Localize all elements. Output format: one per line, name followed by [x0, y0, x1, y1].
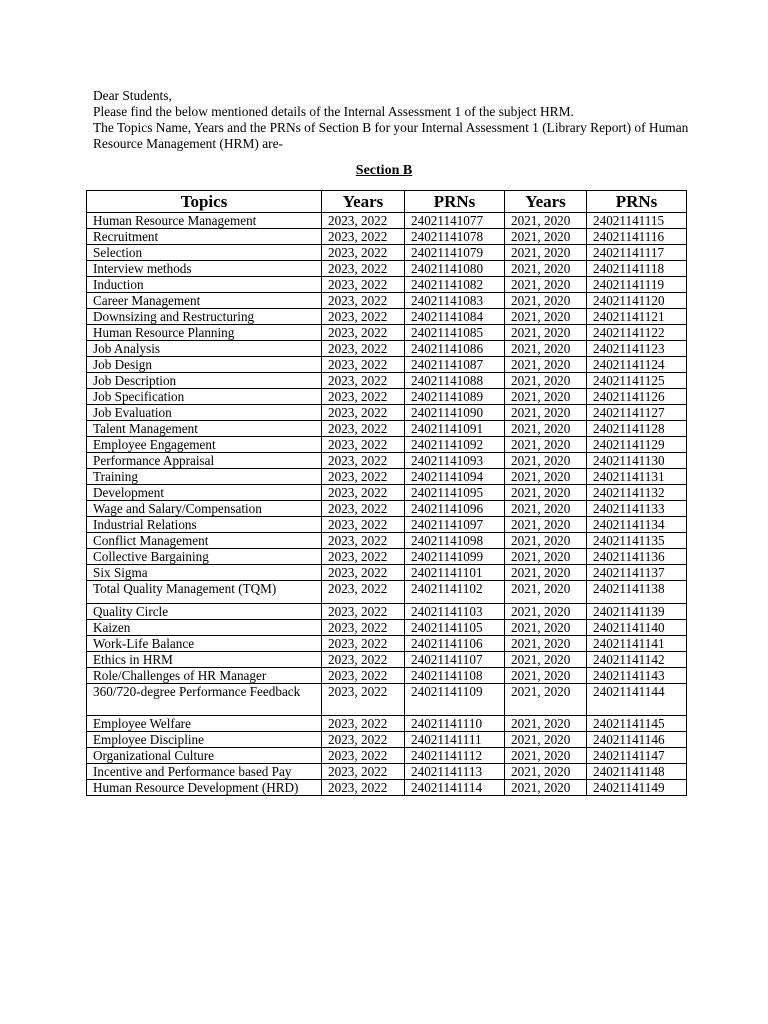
- prn-cell-2: 24021141126: [587, 389, 687, 405]
- years-cell-2: 2021, 2020: [505, 668, 587, 684]
- prn-cell-2: 24021141138: [587, 581, 687, 604]
- topic-cell: Job Analysis: [87, 341, 322, 357]
- prn-cell-1: 24021141109: [405, 684, 505, 716]
- years-cell-1: 2023, 2022: [322, 421, 405, 437]
- prn-cell-1: 24021141088: [405, 373, 505, 389]
- prn-cell-2: 24021141140: [587, 620, 687, 636]
- topic-cell: Job Evaluation: [87, 405, 322, 421]
- prn-cell-2: 24021141123: [587, 341, 687, 357]
- years-cell-1: 2023, 2022: [322, 357, 405, 373]
- prn-cell-1: 24021141085: [405, 325, 505, 341]
- prn-cell-2: 24021141128: [587, 421, 687, 437]
- years-cell-1: 2023, 2022: [322, 453, 405, 469]
- years-cell-2: 2021, 2020: [505, 213, 587, 229]
- prn-cell-2: 24021141136: [587, 549, 687, 565]
- prn-cell-1: 24021141089: [405, 389, 505, 405]
- table-row: [87, 581, 687, 604]
- years-cell-1: 2023, 2022: [322, 684, 405, 716]
- topic-cell: Induction: [87, 277, 322, 293]
- prn-cell-2: 24021141118: [587, 261, 687, 277]
- prn-cell-1: 24021141078: [405, 229, 505, 245]
- prn-cell-1: 24021141108: [405, 668, 505, 684]
- table-body: [87, 213, 687, 796]
- years-cell-2: 2021, 2020: [505, 421, 587, 437]
- years-cell-2: 2021, 2020: [505, 293, 587, 309]
- table-row: [87, 604, 687, 620]
- table-row: [87, 620, 687, 636]
- topic-cell: Interview methods: [87, 261, 322, 277]
- prn-cell-1: 24021141102: [405, 581, 505, 604]
- years-cell-2: 2021, 2020: [505, 604, 587, 620]
- prn-cell-1: 24021141083: [405, 293, 505, 309]
- table-row: [87, 437, 687, 453]
- years-cell-2: 2021, 2020: [505, 325, 587, 341]
- years-cell-1: 2023, 2022: [322, 636, 405, 652]
- prn-cell-2: 24021141139: [587, 604, 687, 620]
- years-cell-1: 2023, 2022: [322, 341, 405, 357]
- years-cell-2: 2021, 2020: [505, 277, 587, 293]
- prn-cell-2: 24021141134: [587, 517, 687, 533]
- prn-cell-2: 24021141145: [587, 716, 687, 732]
- prn-cell-1: 24021141098: [405, 533, 505, 549]
- years-cell-1: 2023, 2022: [322, 764, 405, 780]
- prn-cell-1: 24021141107: [405, 652, 505, 668]
- topic-cell: Employee Discipline: [87, 732, 322, 748]
- prn-cell-1: 24021141080: [405, 261, 505, 277]
- table-row: [87, 325, 687, 341]
- topic-cell: Performance Appraisal: [87, 453, 322, 469]
- prn-cell-1: 24021141096: [405, 501, 505, 517]
- prn-cell-2: 24021141144: [587, 684, 687, 716]
- years-cell-2: 2021, 2020: [505, 469, 587, 485]
- topic-cell: Human Resource Management: [87, 213, 322, 229]
- topic-cell: Role/Challenges of HR Manager: [87, 668, 322, 684]
- table-row: [87, 469, 687, 485]
- years-cell-1: 2023, 2022: [322, 261, 405, 277]
- table-row: [87, 668, 687, 684]
- table-row: [87, 716, 687, 732]
- topic-cell: Ethics in HRM: [87, 652, 322, 668]
- prn-cell-2: 24021141143: [587, 668, 687, 684]
- header-prns-2: PRNs: [587, 191, 687, 213]
- table-row: [87, 533, 687, 549]
- topic-cell: Employee Engagement: [87, 437, 322, 453]
- prn-cell-1: 24021141079: [405, 245, 505, 261]
- prn-cell-1: 24021141093: [405, 453, 505, 469]
- prn-cell-1: 24021141077: [405, 213, 505, 229]
- intro-text: [93, 88, 693, 152]
- years-cell-2: 2021, 2020: [505, 309, 587, 325]
- prn-cell-2: 24021141141: [587, 636, 687, 652]
- prn-cell-2: 24021141132: [587, 485, 687, 501]
- table-row: [87, 421, 687, 437]
- prn-cell-2: 24021141122: [587, 325, 687, 341]
- years-cell-1: 2023, 2022: [322, 469, 405, 485]
- years-cell-1: 2023, 2022: [322, 501, 405, 517]
- years-cell-2: 2021, 2020: [505, 549, 587, 565]
- years-cell-2: 2021, 2020: [505, 764, 587, 780]
- years-cell-2: 2021, 2020: [505, 437, 587, 453]
- years-cell-2: 2021, 2020: [505, 780, 587, 796]
- prn-cell-1: 24021141094: [405, 469, 505, 485]
- header-years-1: Years: [322, 191, 405, 213]
- topic-cell: Job Design: [87, 357, 322, 373]
- prn-cell-2: 24021141137: [587, 565, 687, 581]
- prn-cell-2: 24021141148: [587, 764, 687, 780]
- topic-cell: Job Description: [87, 373, 322, 389]
- prn-cell-2: 24021141125: [587, 373, 687, 389]
- topic-cell: Job Specification: [87, 389, 322, 405]
- topic-cell: 360/720-degree Performance Feedback: [87, 684, 322, 716]
- prn-cell-1: 24021141082: [405, 277, 505, 293]
- section-title: Section B: [355, 163, 413, 178]
- years-cell-1: 2023, 2022: [322, 213, 405, 229]
- prn-cell-2: 24021141117: [587, 245, 687, 261]
- table-row: [87, 684, 687, 716]
- years-cell-1: 2023, 2022: [322, 565, 405, 581]
- table-row: [87, 565, 687, 581]
- topic-cell: Talent Management: [87, 421, 322, 437]
- years-cell-2: 2021, 2020: [505, 684, 587, 716]
- prn-cell-1: 24021141087: [405, 357, 505, 373]
- prn-cell-2: 24021141129: [587, 437, 687, 453]
- prn-cell-2: 24021141124: [587, 357, 687, 373]
- prn-cell-2: 24021141130: [587, 453, 687, 469]
- years-cell-1: 2023, 2022: [322, 604, 405, 620]
- table-row: [87, 261, 687, 277]
- prn-cell-1: 24021141091: [405, 421, 505, 437]
- years-cell-1: 2023, 2022: [322, 716, 405, 732]
- years-cell-2: 2021, 2020: [505, 229, 587, 245]
- prn-cell-2: 24021141131: [587, 469, 687, 485]
- intro-line-2: The Topics Name, Years and the PRNs of Section B for your Internal Assessment 1 (Library Report) of Human Resource Management (HRM) are-: [93, 120, 689, 151]
- topic-cell: Selection: [87, 245, 322, 261]
- topic-cell: Wage and Salary/Compensation: [87, 501, 322, 517]
- topic-cell: Organizational Culture: [87, 748, 322, 764]
- prn-cell-1: 24021141103: [405, 604, 505, 620]
- topic-cell: Human Resource Development (HRD): [87, 780, 322, 796]
- prn-cell-1: 24021141112: [405, 748, 505, 764]
- prn-cell-1: 24021141114: [405, 780, 505, 796]
- years-cell-2: 2021, 2020: [505, 373, 587, 389]
- table-row: [87, 517, 687, 533]
- years-cell-1: 2023, 2022: [322, 668, 405, 684]
- years-cell-1: 2023, 2022: [322, 620, 405, 636]
- table-row: [87, 293, 687, 309]
- years-cell-1: 2023, 2022: [322, 533, 405, 549]
- topic-cell: Employee Welfare: [87, 716, 322, 732]
- table-row: [87, 389, 687, 405]
- topic-cell: Career Management: [87, 293, 322, 309]
- topic-cell: Work-Life Balance: [87, 636, 322, 652]
- years-cell-2: 2021, 2020: [505, 565, 587, 581]
- prn-cell-2: 24021141119: [587, 277, 687, 293]
- table-row: [87, 229, 687, 245]
- prn-cell-1: 24021141113: [405, 764, 505, 780]
- years-cell-2: 2021, 2020: [505, 485, 587, 501]
- topic-cell: Human Resource Planning: [87, 325, 322, 341]
- topic-cell: Recruitment: [87, 229, 322, 245]
- table-row: [87, 652, 687, 668]
- prn-cell-1: 24021141111: [405, 732, 505, 748]
- table-row: [87, 764, 687, 780]
- years-cell-1: 2023, 2022: [322, 245, 405, 261]
- prn-cell-2: 24021141142: [587, 652, 687, 668]
- table-header-row: [87, 191, 687, 213]
- years-cell-1: 2023, 2022: [322, 780, 405, 796]
- table-row: [87, 213, 687, 229]
- topic-cell: Development: [87, 485, 322, 501]
- years-cell-1: 2023, 2022: [322, 405, 405, 421]
- prn-cell-2: 24021141120: [587, 293, 687, 309]
- table-row: [87, 501, 687, 517]
- topic-cell: Conflict Management: [87, 533, 322, 549]
- years-cell-2: 2021, 2020: [505, 652, 587, 668]
- prn-cell-2: 24021141121: [587, 309, 687, 325]
- prn-cell-1: 24021141086: [405, 341, 505, 357]
- years-cell-2: 2021, 2020: [505, 636, 587, 652]
- years-cell-2: 2021, 2020: [505, 261, 587, 277]
- years-cell-1: 2023, 2022: [322, 293, 405, 309]
- topic-cell: Total Quality Management (TQM): [87, 581, 322, 604]
- years-cell-2: 2021, 2020: [505, 748, 587, 764]
- years-cell-1: 2023, 2022: [322, 437, 405, 453]
- prn-cell-1: 24021141105: [405, 620, 505, 636]
- prn-cell-1: 24021141090: [405, 405, 505, 421]
- table-row: [87, 245, 687, 261]
- years-cell-2: 2021, 2020: [505, 341, 587, 357]
- years-cell-1: 2023, 2022: [322, 732, 405, 748]
- years-cell-1: 2023, 2022: [322, 581, 405, 604]
- prn-cell-2: 24021141149: [587, 780, 687, 796]
- header-years-2: Years: [505, 191, 587, 213]
- topic-cell: Training: [87, 469, 322, 485]
- table-row: [87, 636, 687, 652]
- years-cell-2: 2021, 2020: [505, 405, 587, 421]
- prn-cell-2: 24021141127: [587, 405, 687, 421]
- topic-cell: Industrial Relations: [87, 517, 322, 533]
- table-row: [87, 780, 687, 796]
- topic-cell: Incentive and Performance based Pay: [87, 764, 322, 780]
- years-cell-1: 2023, 2022: [322, 652, 405, 668]
- table-row: [87, 373, 687, 389]
- years-cell-1: 2023, 2022: [322, 517, 405, 533]
- prn-cell-1: 24021141099: [405, 549, 505, 565]
- years-cell-2: 2021, 2020: [505, 533, 587, 549]
- prn-cell-2: 24021141115: [587, 213, 687, 229]
- years-cell-1: 2023, 2022: [322, 229, 405, 245]
- table-row: [87, 309, 687, 325]
- prn-cell-1: 24021141106: [405, 636, 505, 652]
- table-row: [87, 485, 687, 501]
- table-row: [87, 341, 687, 357]
- intro-line-1: Please find the below mentioned details of the Internal Assessment 1 of the subject HRM.: [93, 104, 574, 119]
- table-row: [87, 453, 687, 469]
- table-row: [87, 357, 687, 373]
- years-cell-2: 2021, 2020: [505, 716, 587, 732]
- table-row: [87, 405, 687, 421]
- prn-cell-1: 24021141110: [405, 716, 505, 732]
- years-cell-2: 2021, 2020: [505, 453, 587, 469]
- prn-cell-2: 24021141146: [587, 732, 687, 748]
- years-cell-1: 2023, 2022: [322, 309, 405, 325]
- years-cell-2: 2021, 2020: [505, 245, 587, 261]
- header-topics: Topics: [87, 191, 322, 213]
- prn-cell-1: 24021141084: [405, 309, 505, 325]
- years-cell-2: 2021, 2020: [505, 389, 587, 405]
- years-cell-2: 2021, 2020: [505, 501, 587, 517]
- years-cell-1: 2023, 2022: [322, 325, 405, 341]
- years-cell-2: 2021, 2020: [505, 357, 587, 373]
- topic-cell: Downsizing and Restructuring: [87, 309, 322, 325]
- prn-cell-1: 24021141095: [405, 485, 505, 501]
- prn-cell-1: 24021141097: [405, 517, 505, 533]
- table-row: [87, 549, 687, 565]
- topic-cell: Collective Bargaining: [87, 549, 322, 565]
- years-cell-1: 2023, 2022: [322, 748, 405, 764]
- prn-cell-1: 24021141092: [405, 437, 505, 453]
- greeting: Dear Students,: [93, 88, 172, 103]
- assessment-table: [86, 190, 687, 796]
- years-cell-1: 2023, 2022: [322, 549, 405, 565]
- topic-cell: Quality Circle: [87, 604, 322, 620]
- years-cell-1: 2023, 2022: [322, 373, 405, 389]
- table-row: [87, 748, 687, 764]
- table-row: [87, 732, 687, 748]
- prn-cell-2: 24021141135: [587, 533, 687, 549]
- years-cell-1: 2023, 2022: [322, 277, 405, 293]
- years-cell-2: 2021, 2020: [505, 620, 587, 636]
- prn-cell-2: 24021141133: [587, 501, 687, 517]
- table-row: [87, 277, 687, 293]
- header-prns-1: PRNs: [405, 191, 505, 213]
- prn-cell-1: 24021141101: [405, 565, 505, 581]
- topic-cell: Kaizen: [87, 620, 322, 636]
- years-cell-1: 2023, 2022: [322, 485, 405, 501]
- years-cell-2: 2021, 2020: [505, 581, 587, 604]
- topic-cell: Six Sigma: [87, 565, 322, 581]
- prn-cell-2: 24021141147: [587, 748, 687, 764]
- prn-cell-2: 24021141116: [587, 229, 687, 245]
- years-cell-1: 2023, 2022: [322, 389, 405, 405]
- years-cell-2: 2021, 2020: [505, 732, 587, 748]
- years-cell-2: 2021, 2020: [505, 517, 587, 533]
